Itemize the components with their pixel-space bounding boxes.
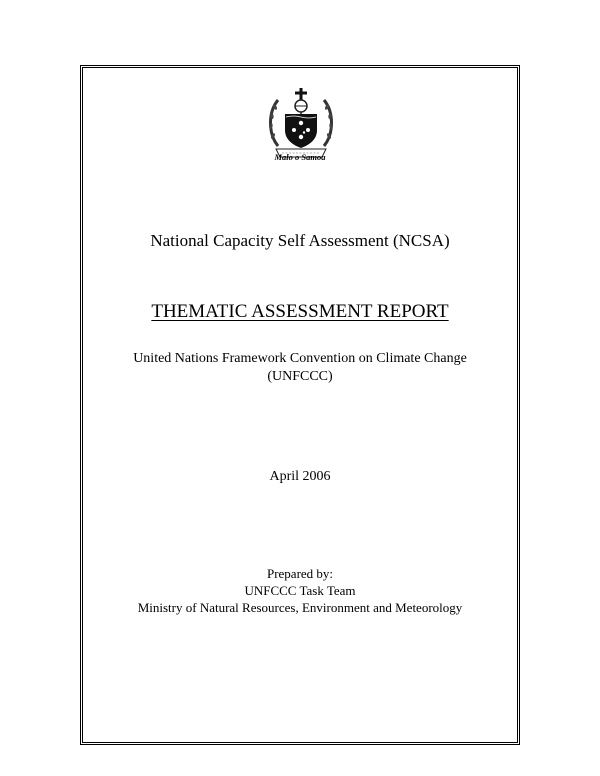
convention-acronym: (UNFCCC)	[267, 369, 333, 384]
convention-name: United Nations Framework Convention on Climate Change	[133, 351, 467, 366]
coat-of-arms-icon	[264, 86, 338, 162]
report-date: April 2006	[269, 469, 331, 484]
prepared-by-team: UNFCCC Task Team	[244, 583, 356, 598]
report-title: THEMATIC ASSESSMENT REPORT	[151, 301, 449, 322]
emblem-motto: Malo o Samoa	[274, 152, 326, 162]
document-subtitle: National Capacity Self Assessment (NCSA)	[150, 231, 450, 250]
prepared-by-label: Prepared by:	[266, 566, 334, 581]
prepared-by-ministry: Ministry of Natural Resources, Environment and Meteorology	[137, 600, 463, 615]
page-border	[80, 65, 520, 745]
